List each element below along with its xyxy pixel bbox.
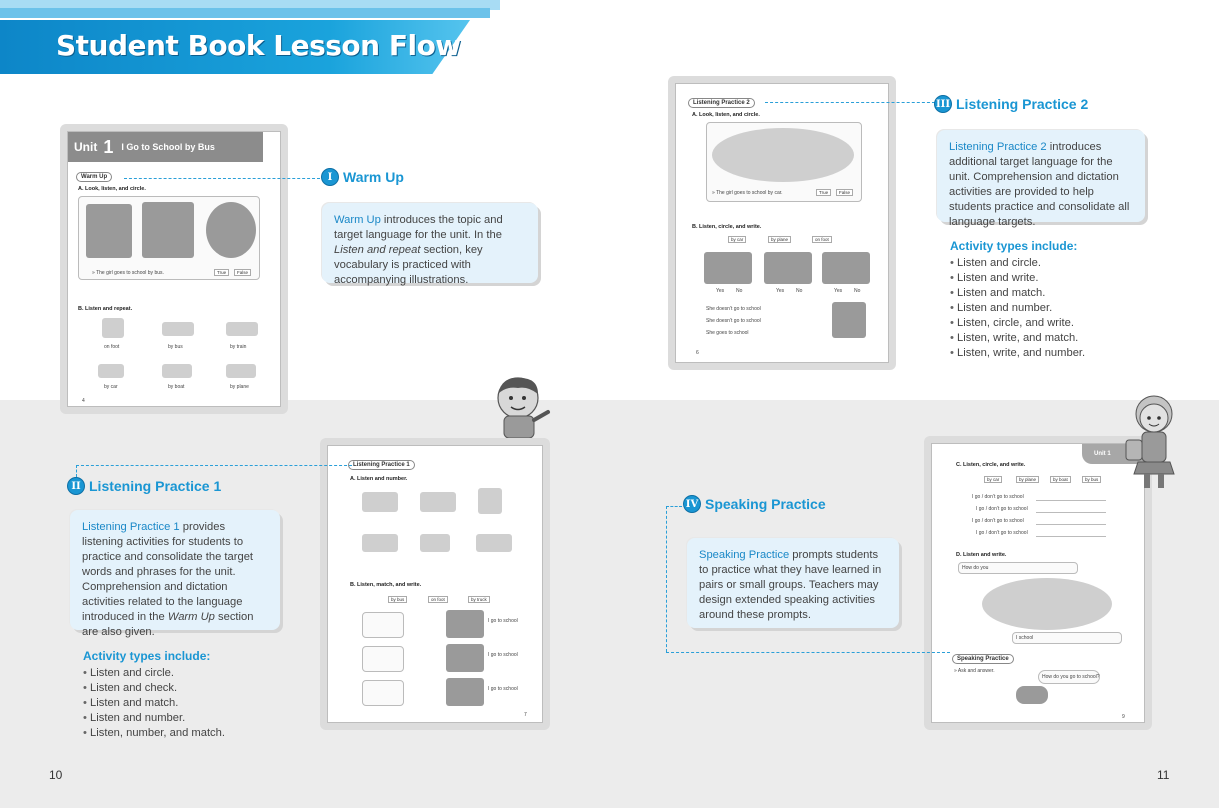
word-chip: by bus xyxy=(388,596,407,603)
listening2-activity-heading: Activity types include: xyxy=(950,239,1078,253)
listening1-connector xyxy=(76,465,352,466)
plane-picture xyxy=(362,534,398,552)
vocab-item: by train xyxy=(230,344,247,350)
child-face-box xyxy=(362,680,404,706)
speech-bubble-text: How do you go to school? xyxy=(1042,674,1100,680)
speaking-label: Speaking Practice xyxy=(952,654,1014,664)
word-chip: by bus xyxy=(1082,476,1101,483)
description-text: introduces additional target language for the unit. Comprehension and dictation activities are provided to help students practice and consolidate all language targets. xyxy=(949,141,1130,228)
listening2-heading xyxy=(934,95,1088,113)
left-page-number: 10 xyxy=(49,768,63,782)
answer-text: I school xyxy=(1016,635,1034,641)
right-page-number: 11 xyxy=(1157,768,1170,782)
write-line: She doesn’t go to school xyxy=(706,306,761,312)
warmup-heading xyxy=(321,168,404,186)
school-photo xyxy=(446,610,484,638)
listening1-description xyxy=(70,510,280,638)
answer-row: I go / don’t go to school xyxy=(972,494,1024,500)
yes-label: Yes xyxy=(776,288,785,294)
warmup-page-thumbnail xyxy=(60,124,288,414)
section-title: Speaking Practice xyxy=(705,496,826,512)
no-label: No xyxy=(796,288,803,294)
word-chip: by boat xyxy=(1050,476,1071,483)
speaking-heading xyxy=(683,495,826,513)
word-chip: by car xyxy=(728,236,746,243)
activity-item: • Listen and write. xyxy=(950,271,1085,286)
answer-line: I go to school xyxy=(488,652,518,658)
yes-label: Yes xyxy=(834,288,843,294)
unit-number: 1 xyxy=(103,136,114,157)
write-line xyxy=(1036,512,1106,513)
answer-row: I go / don’t go to school xyxy=(976,530,1028,536)
train-picture xyxy=(226,322,258,336)
description-text: Listening Practice 1 xyxy=(82,521,180,533)
speaking-description xyxy=(687,538,899,628)
section-b-heading: B. Listen, circle, and write. xyxy=(692,224,762,230)
description-text: provides listening activities for students to practice and consolidate the target words and phrases for the unit. Comprehension and dictation activities related to the language introduced in the xyxy=(82,521,254,623)
write-line xyxy=(1036,524,1106,525)
warmup-connector xyxy=(124,178,320,179)
listening2-label: Listening Practice 2 xyxy=(688,98,755,108)
activity-item: • Listen and number. xyxy=(950,301,1085,316)
answer-row: I go / don’t go to school xyxy=(976,506,1028,512)
word-chip: by plane xyxy=(768,236,791,243)
activity-item: • Listen, write, and number. xyxy=(950,346,1085,361)
unit-corner-label: Unit 1 xyxy=(1094,451,1111,457)
true-chip: True xyxy=(816,189,831,196)
car-photo xyxy=(764,252,812,284)
speaking-connector-vertical xyxy=(666,506,667,652)
section-a-heading: A. Look, listen, and circle. xyxy=(692,112,760,118)
listening2-description xyxy=(937,130,1145,228)
description-text: Listening Practice 2 xyxy=(949,141,1047,153)
girl-photo xyxy=(832,302,866,338)
section-b-heading: B. Listen and repeat. xyxy=(78,306,133,312)
word-chip: on foot xyxy=(812,236,832,243)
listening1-label: Listening Practice 1 xyxy=(348,460,415,470)
listening2-connector xyxy=(765,102,935,103)
child-face-box xyxy=(362,612,404,638)
girl-character xyxy=(1120,392,1184,497)
section-badge: III xyxy=(934,95,952,113)
description-text: Warm Up xyxy=(167,611,215,623)
activity-item: • Listen, number, and match. xyxy=(83,726,225,741)
listening2-activity-list xyxy=(950,256,1085,361)
train-photo xyxy=(446,644,484,672)
activity-item: • Listen, write, and match. xyxy=(950,331,1085,346)
school-scene xyxy=(982,578,1112,630)
bus-photo xyxy=(446,678,484,706)
header-stripe xyxy=(0,8,490,18)
ask-instruction: » Ask and answer. xyxy=(954,668,995,674)
write-line xyxy=(1036,500,1106,501)
word-chip: by car xyxy=(984,476,1002,483)
question-text: How do you xyxy=(962,565,989,571)
warmup-label: Warm Up xyxy=(76,172,112,182)
plane-photo xyxy=(704,252,752,284)
street-photo xyxy=(822,252,870,284)
description-text: section, key vocabulary is practiced with accompanying illustrations. xyxy=(334,244,483,286)
bus-stop-illustration xyxy=(142,202,194,258)
bus-picture xyxy=(362,492,398,512)
thumb-page-number: 7 xyxy=(524,712,527,718)
listening1-heading xyxy=(67,477,221,495)
section-title: Warm Up xyxy=(343,169,404,185)
listening1-page-thumbnail xyxy=(320,438,550,730)
no-label: No xyxy=(736,288,743,294)
section-d-heading: D. Listen and write. xyxy=(956,552,1007,558)
sentence: » The girl goes to school by car. xyxy=(712,190,783,196)
section-a-heading: A. Listen and number. xyxy=(350,476,408,482)
on-foot-picture xyxy=(102,318,124,338)
word-chip: on foot xyxy=(428,596,448,603)
vocab-item: by bus xyxy=(168,344,183,350)
car-picture xyxy=(420,534,450,552)
write-line: She doesn’t go to school xyxy=(706,318,761,324)
false-chip: False xyxy=(234,269,251,276)
vocab-item: by boat xyxy=(168,384,185,390)
false-chip: False xyxy=(836,189,853,196)
true-chip: True xyxy=(214,269,229,276)
bus-illustration xyxy=(206,202,256,258)
speaking-page-thumbnail xyxy=(924,436,1152,730)
description-text: prompts students to practice what they have learned in pairs or small groups. Teachers may design extended speaking activities around these prompts. xyxy=(699,549,882,621)
section-c-heading: C. Listen, circle, and write. xyxy=(956,462,1026,468)
section-b-heading: B. Listen, match, and write. xyxy=(350,582,422,588)
description-text: section are also given. xyxy=(82,611,254,638)
vocab-item: by car xyxy=(104,384,118,390)
answer-line: I go to school xyxy=(488,686,518,692)
train-picture xyxy=(476,534,512,552)
unit-title: I Go to School by Bus xyxy=(121,142,215,152)
activity-item: • Listen, circle, and write. xyxy=(950,316,1085,331)
bus-picture xyxy=(162,322,194,336)
thumb-page-number: 9 xyxy=(1122,714,1125,720)
speaking-connector xyxy=(666,652,950,653)
thumb-page-number: 6 xyxy=(696,350,699,356)
description-text: Listen and repeat xyxy=(334,244,421,256)
dog-illustration xyxy=(1016,686,1048,704)
car-picture xyxy=(98,364,124,378)
listening1-connector-vertical xyxy=(76,465,77,477)
word-chip: by plane xyxy=(1016,476,1039,483)
warmup-description xyxy=(322,203,538,286)
plane-picture xyxy=(226,364,256,378)
answer-row: I go / don’t go to school xyxy=(972,518,1024,524)
listening1-activity-list xyxy=(83,666,225,741)
section-a-heading: A. Look, listen, and circle. xyxy=(78,186,146,192)
description-text: Warm Up xyxy=(334,214,381,226)
section-badge: II xyxy=(67,477,85,495)
yes-label: Yes xyxy=(716,288,725,294)
boy-illustration xyxy=(86,204,132,258)
thumb-page-number: 4 xyxy=(82,398,85,404)
write-line: She goes to school xyxy=(706,330,749,336)
walking-picture xyxy=(478,488,502,514)
listening2-page-thumbnail xyxy=(668,76,896,370)
description-text: introduces the topic and target language for the unit. In the xyxy=(334,214,503,241)
activity-item: • Listen and match. xyxy=(950,286,1085,301)
section-badge: IV xyxy=(683,495,701,513)
child-face-box xyxy=(362,646,404,672)
unit-header xyxy=(68,132,263,162)
activity-item: • Listen and number. xyxy=(83,711,225,726)
activity-item: • Listen and check. xyxy=(83,681,225,696)
boat-picture xyxy=(162,364,192,378)
no-label: No xyxy=(854,288,861,294)
write-line xyxy=(1036,536,1106,537)
word-chip: by truck xyxy=(468,596,490,603)
section-title: Listening Practice 2 xyxy=(956,96,1089,112)
speaking-connector-stub xyxy=(666,506,682,507)
vocab-item: on foot xyxy=(104,344,120,350)
activity-item: • Listen and circle. xyxy=(950,256,1085,271)
vocab-item: by plane xyxy=(230,384,249,390)
street-scene xyxy=(712,128,854,182)
answer-line: I go to school xyxy=(488,618,518,624)
listening1-activity-heading: Activity types include: xyxy=(83,649,211,663)
activity-item: • Listen and match. xyxy=(83,696,225,711)
section-badge: I xyxy=(321,168,339,186)
description-text: Speaking Practice xyxy=(699,549,790,561)
activity-item: • Listen and circle. xyxy=(83,666,225,681)
sentence: » The girl goes to school by bus. xyxy=(92,270,164,276)
section-title: Listening Practice 1 xyxy=(89,478,222,494)
page-title: Student Book Lesson Flow xyxy=(56,29,461,62)
boat-picture xyxy=(420,492,456,512)
unit-word: Unit xyxy=(74,140,98,154)
